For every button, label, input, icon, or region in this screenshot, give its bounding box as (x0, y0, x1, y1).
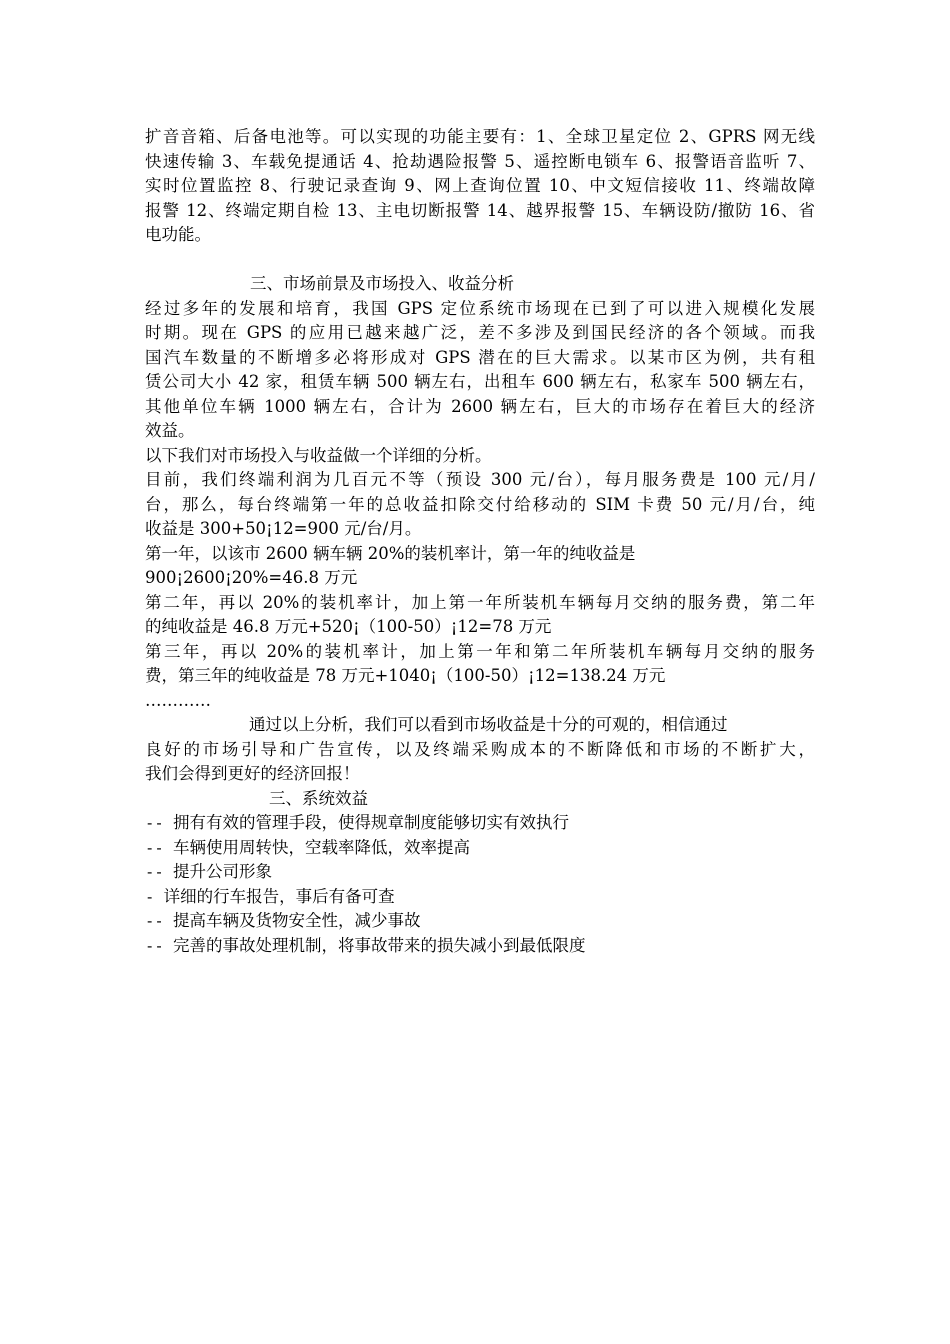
year3-paragraph (145, 640, 815, 689)
list-item (145, 860, 815, 885)
list-item (145, 934, 815, 959)
text-line: 第二年，再以 20%的装机率计，加上第一年所装机车辆每月交纳的服务费，第二年 (145, 592, 815, 612)
text-line: 效益。 (145, 421, 195, 440)
list-dash: -- (145, 936, 173, 955)
section-heading-market: 三、市场前景及市场投入、收益分析 (250, 274, 514, 293)
list-item (145, 885, 815, 910)
ellipsis: ………… (145, 690, 211, 710)
list-item (145, 909, 815, 934)
list-item-text: 提升公司形象 (173, 862, 272, 881)
features-paragraph (145, 125, 815, 248)
text-line: 快速传输 3、车载免提通话 4、抢劫遇险报警 5、遥控断电锁车 6、报警语音监听 7、 (145, 151, 815, 171)
blank-line (145, 248, 815, 273)
text-line: 赁公司大小 42 家，租赁车辆 500 辆左右，出租车 600 辆左右，私家车 500 辆左右， (145, 372, 815, 391)
text-line: 经过多年的发展和培育，我国 GPS 定位系统市场现在已到了可以进入规模化发展 (145, 298, 815, 318)
year1-paragraph (145, 542, 815, 591)
text-line: 电功能。 (145, 225, 211, 244)
list-dash: -- (145, 838, 173, 857)
list-item (145, 811, 815, 836)
text-line: 报警 12、终端定期自检 13、主电切断报警 14、越界报警 15、车辆设防/撤防 16、省 (145, 200, 815, 220)
list-item (145, 836, 815, 861)
text-line: 收益是 300+50¡12=900 元/台/月。 (145, 519, 422, 538)
text-line: 其他单位车辆 1000 辆左右，合计为 2600 辆左右，巨大的市场存在着巨大的经济 (145, 396, 815, 416)
text-line: 第一年，以该市 2600 辆车辆 20%的装机率计，第一年的纯收益是 (145, 543, 636, 563)
analysis-intro: 以下我们对市场投入与收益做一个详细的分析。 (145, 445, 492, 465)
text-line: 目前，我们终端利润为几百元不等（预设 300 元/台），每月服务费是 100 元/月/ (145, 470, 815, 489)
text-line: 的纯收益是 46.8 万元+520¡（100-50）¡12=78 万元 (145, 617, 552, 636)
market-intro-paragraph (145, 297, 815, 444)
text-line: 我们会得到更好的经济回报！ (145, 764, 360, 783)
document-page (145, 125, 815, 958)
text-line: 国汽车数量的不断增多必将形成对 GPS 潜在的巨大需求。以某市区为例，共有租 (145, 347, 815, 367)
text-line: 费，第三年的纯收益是 78 万元+1040¡（100-50）¡12=138.24 万元 (145, 666, 666, 685)
section-heading-benefits: 三、系统效益 (269, 788, 368, 808)
list-item-text: 拥有有效的管理手段，使得规章制度能够切实有效执行 (173, 813, 569, 832)
list-item-text: 详细的行车报告，事后有备可查 (163, 886, 395, 906)
list-item-text: 车辆使用周转快，空载率降低，效率提高 (173, 837, 470, 857)
text-line: 通过以上分析，我们可以看到市场收益是十分的可观的，相信通过 (249, 715, 728, 734)
list-dash: -- (145, 814, 173, 832)
text-line: 第三年，再以 20%的装机率计，加上第一年和第二年所装机车辆每月交纳的服务 (145, 641, 815, 661)
conclusion-paragraph (145, 713, 815, 787)
list-item-text: 提高车辆及货物安全性，减少事故 (173, 911, 421, 930)
list-dash: -- (145, 912, 173, 930)
text-line: 900¡2600¡20%=46.8 万元 (145, 568, 358, 587)
current-paragraph (145, 468, 815, 542)
list-item-text: 完善的事故处理机制，将事故带来的损失减小到最低限度 (173, 935, 586, 955)
benefits-list (145, 811, 815, 958)
text-line: 良好的市场引导和广告宣传，以及终端采购成本的不断降低和市场的不断扩大， (145, 739, 815, 759)
text-line: 台，那么，每台终端第一年的总收益扣除交付给移动的 SIM 卡费 50 元/月/台，纯 (145, 494, 815, 514)
year2-paragraph (145, 591, 815, 640)
list-dash: - (145, 887, 164, 906)
text-line: 时期。现在 GPS 的应用已越来越广泛，差不多涉及到国民经济的各个领域。而我 (145, 323, 815, 342)
text-line: 扩音音箱、后备电池等。可以实现的功能主要有：1、全球卫星定位 2、GPRS 网无线 (145, 127, 815, 146)
text-line: 实时位置监控 8、行驶记录查询 9、网上查询位置 10、中文短信接收 11、终端故障 (145, 176, 815, 195)
list-dash: -- (145, 863, 173, 881)
